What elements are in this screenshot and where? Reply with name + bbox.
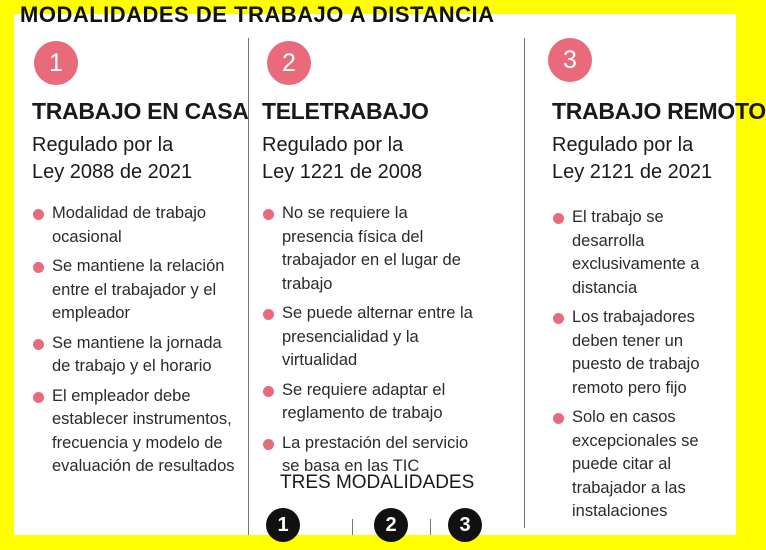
bullet-dot-icon bbox=[263, 309, 274, 320]
list-item: El empleador debe establecer instrumentos, frecuencia y modelo de evaluación de resultados bbox=[32, 385, 237, 479]
bullet-dot-icon bbox=[33, 339, 44, 350]
bottom-number-badge: 3 bbox=[448, 508, 482, 542]
column-subtitle: Regulado por la Ley 1221 de 2008 bbox=[262, 134, 423, 183]
bullet-dot-icon bbox=[33, 262, 44, 273]
bullet-dot-icon bbox=[263, 386, 274, 397]
number-badge: 2 bbox=[267, 41, 311, 85]
infographic-frame bbox=[14, 2, 766, 536]
column-divider bbox=[524, 38, 525, 528]
number-badge: 3 bbox=[548, 38, 592, 82]
bullet-dot-icon bbox=[33, 392, 44, 403]
list-item: No se requiere la presencia física del trabajador en el lugar de trabajo bbox=[262, 202, 474, 296]
list-item: El trabajo se desarrolla exclusivamente a distancia bbox=[552, 206, 734, 300]
column-title: TRABAJO EN CASA bbox=[32, 98, 249, 124]
list-item: Se mantiene la relación entre el trabajador y el empleador bbox=[32, 255, 237, 326]
list-item: Modalidad de trabajo ocasional bbox=[32, 202, 237, 249]
number-badge: 1 bbox=[34, 41, 78, 85]
list-item: Los trabajadores deben tener un puesto de trabajo remoto pero fijo bbox=[552, 306, 734, 400]
bottom-number-badge: 1 bbox=[266, 508, 300, 542]
bullet-dot-icon bbox=[263, 439, 274, 450]
column-title: TELETRABAJO bbox=[262, 98, 429, 124]
list-item: Se requiere adaptar el reglamento de trabajo bbox=[262, 379, 474, 426]
column-title: TRABAJO REMOTO bbox=[552, 98, 766, 124]
page-title: MODALIDADES DE TRABAJO A DISTANCIA bbox=[20, 2, 495, 27]
bullet-dot-icon bbox=[553, 413, 564, 424]
column-subtitle: Regulado por la Ley 2088 de 2021 bbox=[32, 134, 193, 183]
list-item: Solo en casos excepcionales se puede citar al trabajador a las instalaciones bbox=[552, 406, 734, 524]
bottom-number-badge: 2 bbox=[374, 508, 408, 542]
separator-tick bbox=[352, 519, 353, 535]
bullet-dot-icon bbox=[553, 313, 564, 324]
bullet-dot-icon bbox=[33, 209, 44, 220]
tres-modalidades-label: TRES MODALIDADES bbox=[280, 472, 475, 493]
separator-tick bbox=[430, 519, 431, 535]
bullet-list bbox=[32, 202, 237, 485]
list-item: La prestación del servicio se basa en las TIC bbox=[262, 432, 474, 479]
bullet-dot-icon bbox=[553, 213, 564, 224]
list-item: Se puede alternar entre la presencialidad y la virtualidad bbox=[262, 302, 474, 373]
bullet-list bbox=[552, 206, 734, 530]
list-item: Se mantiene la jornada de trabajo y el horario bbox=[32, 332, 237, 379]
bullet-list bbox=[262, 202, 474, 485]
bullet-dot-icon bbox=[263, 209, 274, 220]
column-subtitle: Regulado por la Ley 2121 de 2021 bbox=[552, 134, 713, 183]
